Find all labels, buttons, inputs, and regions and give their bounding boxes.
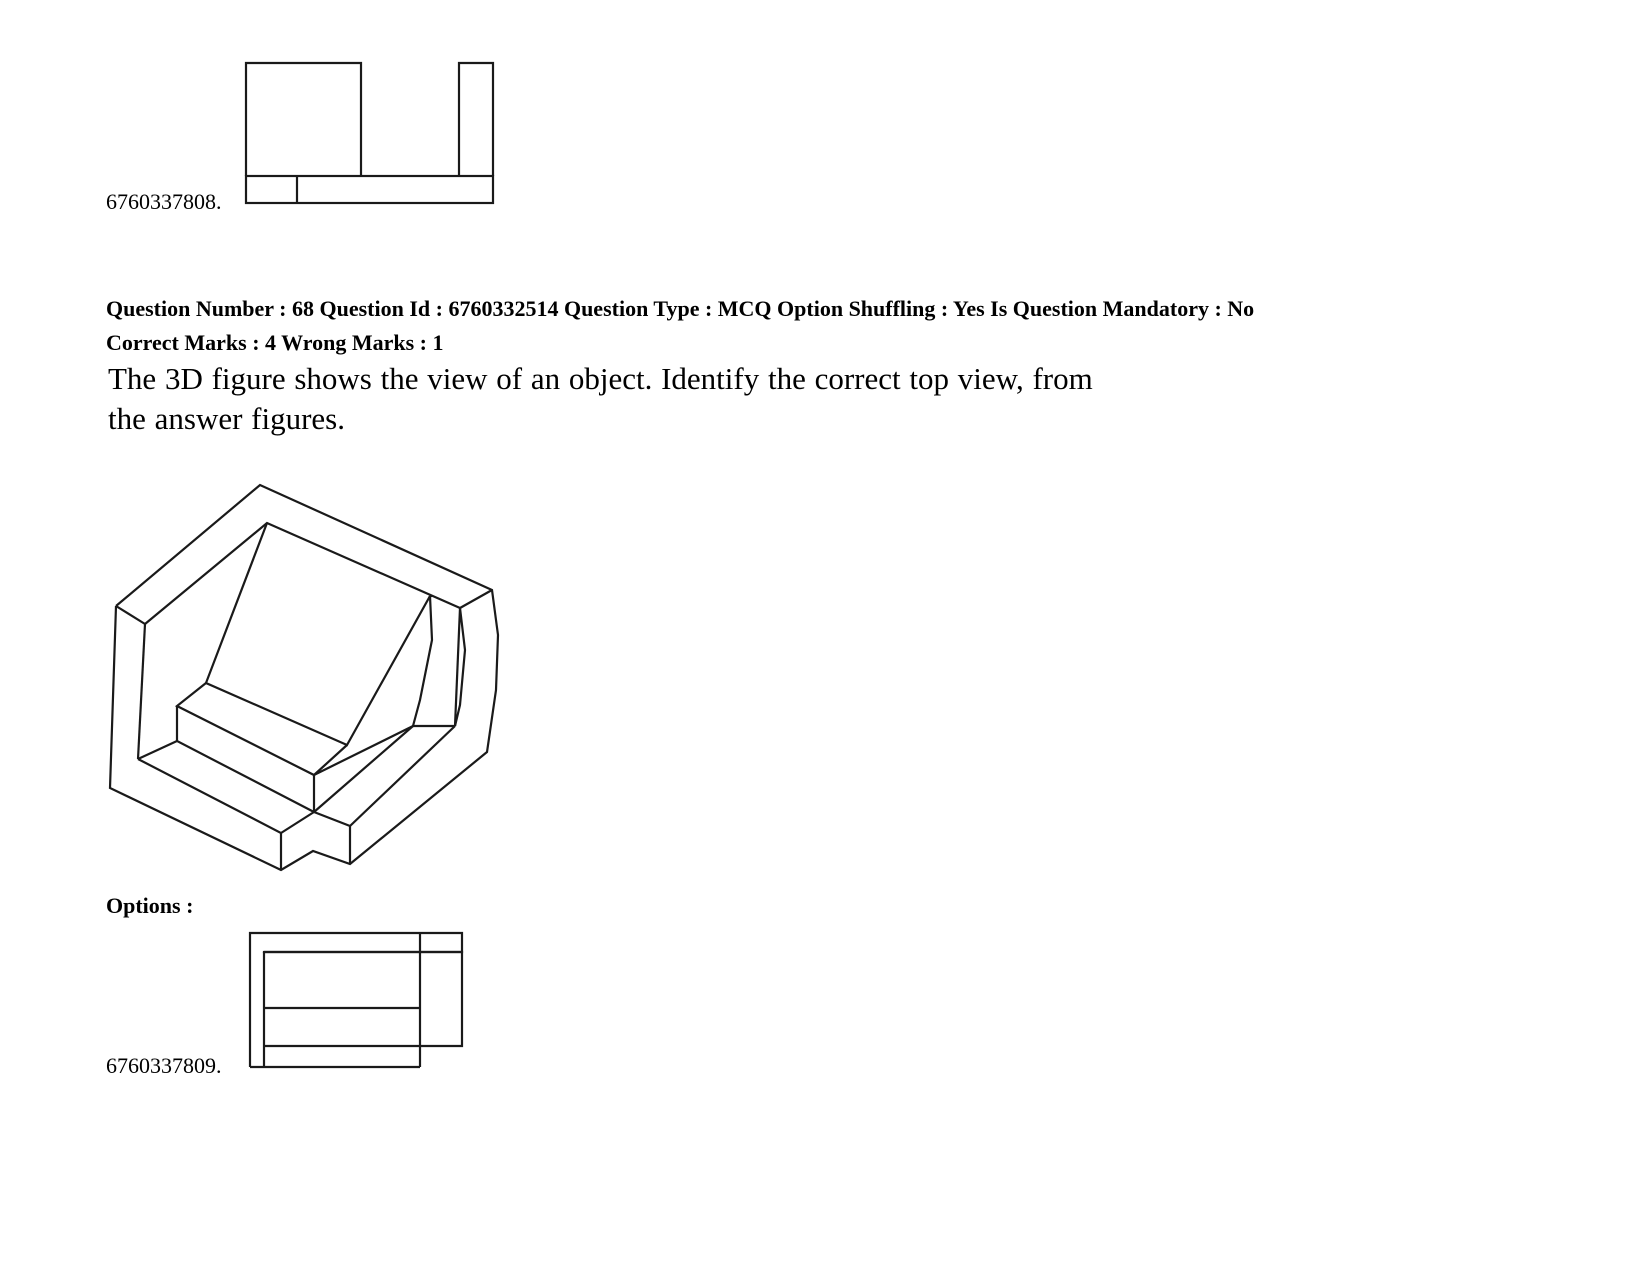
option-id-label: 6760337808. (106, 189, 222, 214)
option-id-label: 6760337809. (106, 1053, 222, 1078)
question-text-line: the answer figures. (108, 401, 345, 436)
question-marks-line: Correct Marks : 4 Wrong Marks : 1 (106, 330, 444, 355)
options-label: Options : (106, 893, 194, 918)
question-meta-line: Question Number : 68 Question Id : 6760332514 Question Type : MCQ Option Shuffling : Yes Is Question Mandatory : No (106, 296, 1255, 321)
question-text-line: The 3D figure shows the view of an object. Identify the correct top view, from (108, 361, 1093, 396)
option-figure-icon (0, 0, 520, 1100)
